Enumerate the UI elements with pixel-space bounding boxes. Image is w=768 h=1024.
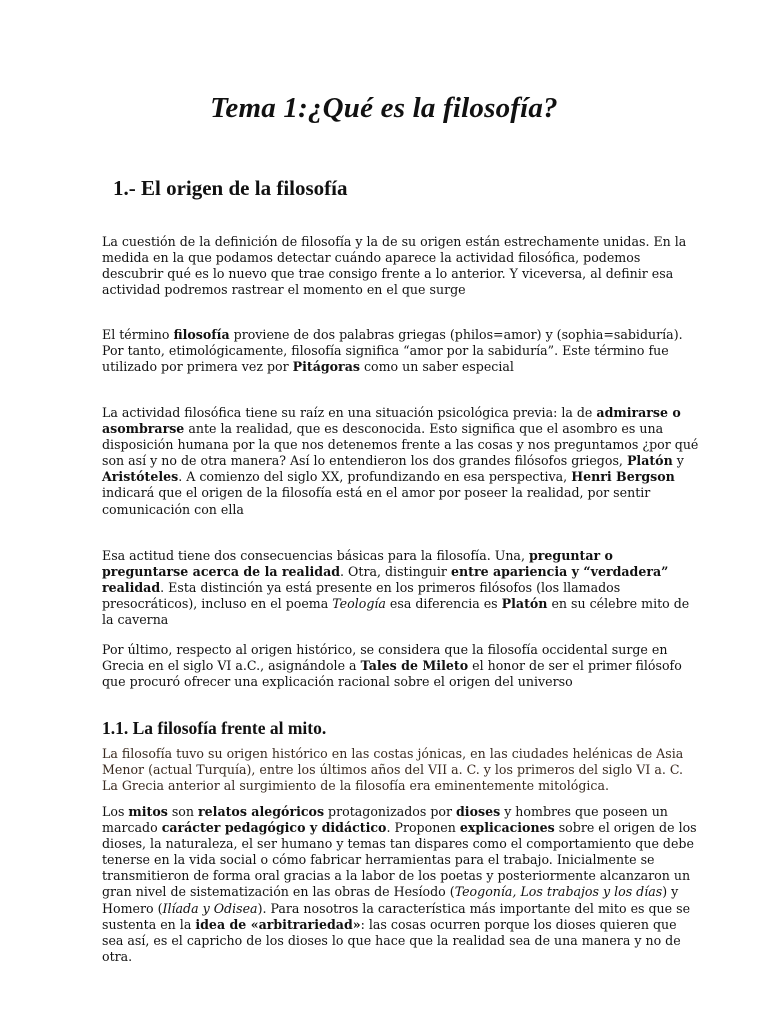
italic-term: Teología — [332, 596, 386, 612]
paragraph-asombro — [102, 405, 702, 518]
text-run: y — [672, 453, 684, 469]
text-run: . Proponen — [386, 820, 460, 836]
text-run: el honor de ser el primer filósofo que procuró ofrecer una explicación racional sobre el origen del universo — [102, 658, 682, 690]
bold-term: Henri Bergson — [571, 469, 675, 485]
text-run: La actividad filosófica tiene su raíz en una situación psicológica previa: la de — [102, 405, 597, 420]
bold-term: filosofía — [173, 327, 230, 342]
paragraph-consecuencias — [102, 548, 702, 628]
italic-term: Teogonía, Los trabajos y los días — [454, 884, 663, 900]
bold-term: idea de «arbitrariedad» — [195, 916, 361, 932]
bold-term: Pitágoras — [292, 359, 360, 375]
bold-term: Platón — [501, 596, 548, 612]
paragraph-definition-origin: La cuestión de la definición de filosofía y la de su origen están estrechamente unidas. En la medida en la que podamos detectar cuándo aparece la actividad filosófica, podemos descubrir qué es lo nuevo que trae consigo frente a lo anterior. Y viceversa, al definir esa actividad podremos rastrear el momento en el que surge — [102, 234, 687, 298]
paragraph-origen-historico — [102, 642, 702, 690]
text-run: ). Para nosotros la característica más importante del mito es que se sustenta en la — [102, 900, 691, 932]
subsection-heading: 1.1. La filosofía frente al mito. — [102, 718, 327, 738]
page-title: Tema 1:¿Qué es la filosofía? — [210, 92, 558, 124]
bold-term: Aristóteles — [102, 469, 179, 485]
text-run: esa diferencia es — [385, 596, 502, 612]
text-run: ) y Homero ( — [102, 884, 679, 916]
text-run: . A comienzo del siglo XX, profundizando en esa perspectiva, — [178, 469, 572, 485]
text-run: Por último, respecto al origen histórico, se considera que la filosofía occidental surge en Grecia en el siglo VI a.C., asignándole a — [102, 642, 668, 674]
text-run: y hombres que poseen un marcado — [102, 804, 668, 836]
bold-term: entre apariencia y “verdadera” realidad — [102, 564, 669, 596]
text-run: ante la realidad, que es desconocida. Esto significa que el asombro es una disposición humana por la que nos detenemos frente a las cosas y nos preguntamos ¿por qué son así y no de otra manera? Así lo entendieron los dos grandes filósofos griegos, — [102, 421, 699, 469]
text-run: protagonizados por — [324, 804, 456, 819]
bold-term: admirarse o asombrarse — [102, 405, 681, 437]
paragraph-term-filosofia — [102, 327, 702, 375]
text-run: como un saber especial — [359, 359, 514, 375]
text-run: . Esta distinción ya está presente en los primeros filósofos (los llamados presocráticos), incluso en el poema — [102, 580, 621, 612]
bold-term: Tales de Mileto — [360, 658, 469, 674]
italic-term: Ilíada y Odisea — [162, 900, 258, 916]
bold-term: explicaciones — [459, 820, 555, 836]
bold-term: relatos alegóricos — [198, 804, 325, 819]
bold-term: mitos — [128, 804, 168, 819]
text-run: El término — [102, 327, 174, 342]
section-heading: 1.- El origen de la filosofía — [113, 176, 348, 200]
text-run: Los — [102, 804, 129, 819]
bold-term: preguntar o preguntarse acerca de la realidad — [102, 548, 613, 580]
text-run: . Otra, distinguir — [340, 564, 451, 580]
paragraph-costas-jonicas: La filosofía tuvo su origen histórico en las costas jónicas, en las ciudades helénicas de Asia Menor (actual Turquía), entre los últimos años del VII a. C. y los primeros del siglo VI a. C. La Grecia anterior al surgimiento de la filosofía era eminentemente mitológica. — [102, 746, 684, 794]
text-run: indicará que el origen de la filosofía está en el amor por poseer la realidad, por sentir comunicación con ella — [102, 485, 651, 517]
bold-term: dioses — [456, 804, 501, 819]
paragraph-mitos — [102, 804, 702, 965]
text-run: proviene de dos palabras griegas (philos=amor) y (sophia=sabiduría). Por tanto, etimológicamente, filosofía significa “amor por la sabiduría”. Este término fue utilizado por primera vez por — [102, 327, 683, 375]
text-run: son — [167, 804, 199, 819]
text-run: : las cosas ocurren porque los dioses quieren que sea así, es el capricho de los dioses lo que hace que la realidad sea de una manera y no de otra. — [102, 916, 681, 964]
text-run: en su célebre mito de la caverna — [102, 596, 690, 628]
bold-term: Platón — [626, 453, 673, 469]
text-run: Esa actitud tiene dos consecuencias básicas para la filosofía. Una, — [102, 548, 529, 563]
text-run: sobre el origen de los dioses, la naturaleza, el ser humano y temas tan dispares como el comportamiento que debe tenerse en la vida social o cómo fabricar herramientas para el trabajo. Inicialmente se transmitieron de forma oral gracias a la labor de los poetas y posteriormente alcanzaron un gran nivel de sistematización en las obras de Hesíodo ( — [102, 820, 697, 900]
bold-term: carácter pedagógico y didáctico — [161, 820, 387, 836]
